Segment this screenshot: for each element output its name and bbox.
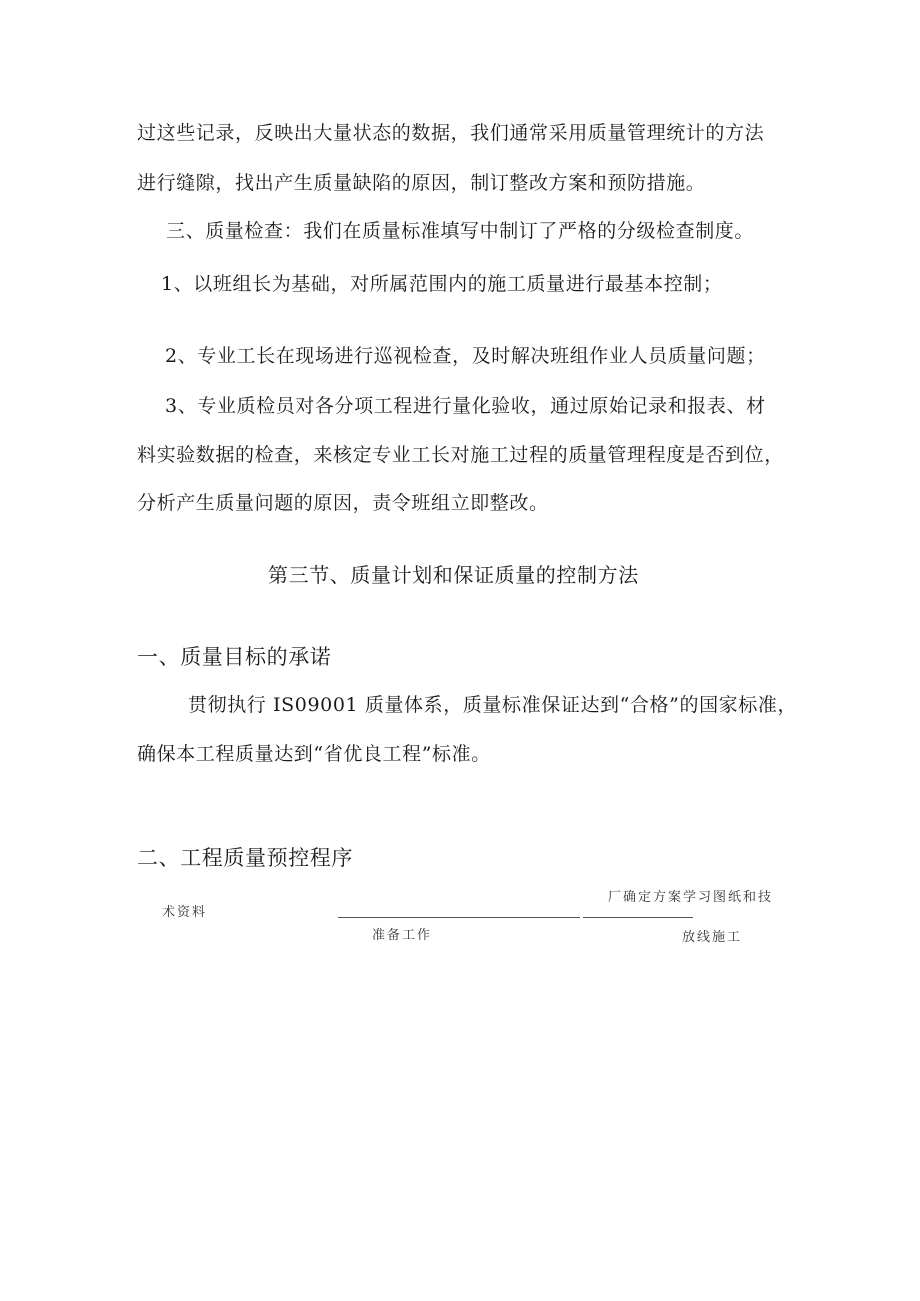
quality-goal-line2: 确保本工程质量达到“省优良工程”标准。 bbox=[137, 743, 491, 765]
heading-quality-goal: 一、质量目标的承诺 bbox=[137, 645, 332, 669]
quality-goal-line1: 贯彻执行 IS09001 质量体系，质量标准保证达到“合格”的国家标准， bbox=[188, 694, 798, 716]
list-item-3-line1: 3、专业质检员对各分项工程进行量化验收，通过原始记录和报表、材 bbox=[165, 395, 766, 417]
list-item-2: 2、专业工长在现场进行巡视检查，及时解决班组作业人员质量问题； bbox=[165, 345, 766, 367]
section-title: 第三节、质量计划和保证质量的控制方法 bbox=[268, 563, 639, 587]
flow-label-layout: 放线施工 bbox=[682, 930, 743, 945]
flow-label-preparation: 准备工作 bbox=[372, 928, 433, 943]
paragraph-records-line2: 进行缝隙，找出产生质量缺陷的原因，制订整改方案和预防措施。 bbox=[137, 172, 706, 194]
list-item-1: 1、以班组长为基础，对所属范围内的施工质量进行最基本控制； bbox=[161, 273, 723, 295]
flow-connector-line-2 bbox=[583, 917, 693, 918]
flow-label-tech-data: 术资料 bbox=[162, 905, 208, 920]
flow-label-confirm-plan: 厂确定方案学习图纸和技 bbox=[608, 890, 774, 905]
paragraph-inspection-intro: 三、质量检查：我们在质量标准填写中制订了严格的分级检查制度。 bbox=[166, 220, 755, 242]
list-item-3-line3: 分析产生质量问题的原因，责令班组立即整改。 bbox=[137, 492, 549, 514]
list-item-3-line2: 料实验数据的检查，来核定专业工长对施工过程的质量管理程度是否到位， bbox=[137, 444, 784, 466]
flow-connector-line-1 bbox=[338, 917, 580, 918]
heading-precontrol: 二、工程质量预控程序 bbox=[137, 846, 353, 870]
paragraph-records-line1: 过这些记录，反映出大量状态的数据，我们通常采用质量管理统计的方法 bbox=[137, 122, 765, 144]
